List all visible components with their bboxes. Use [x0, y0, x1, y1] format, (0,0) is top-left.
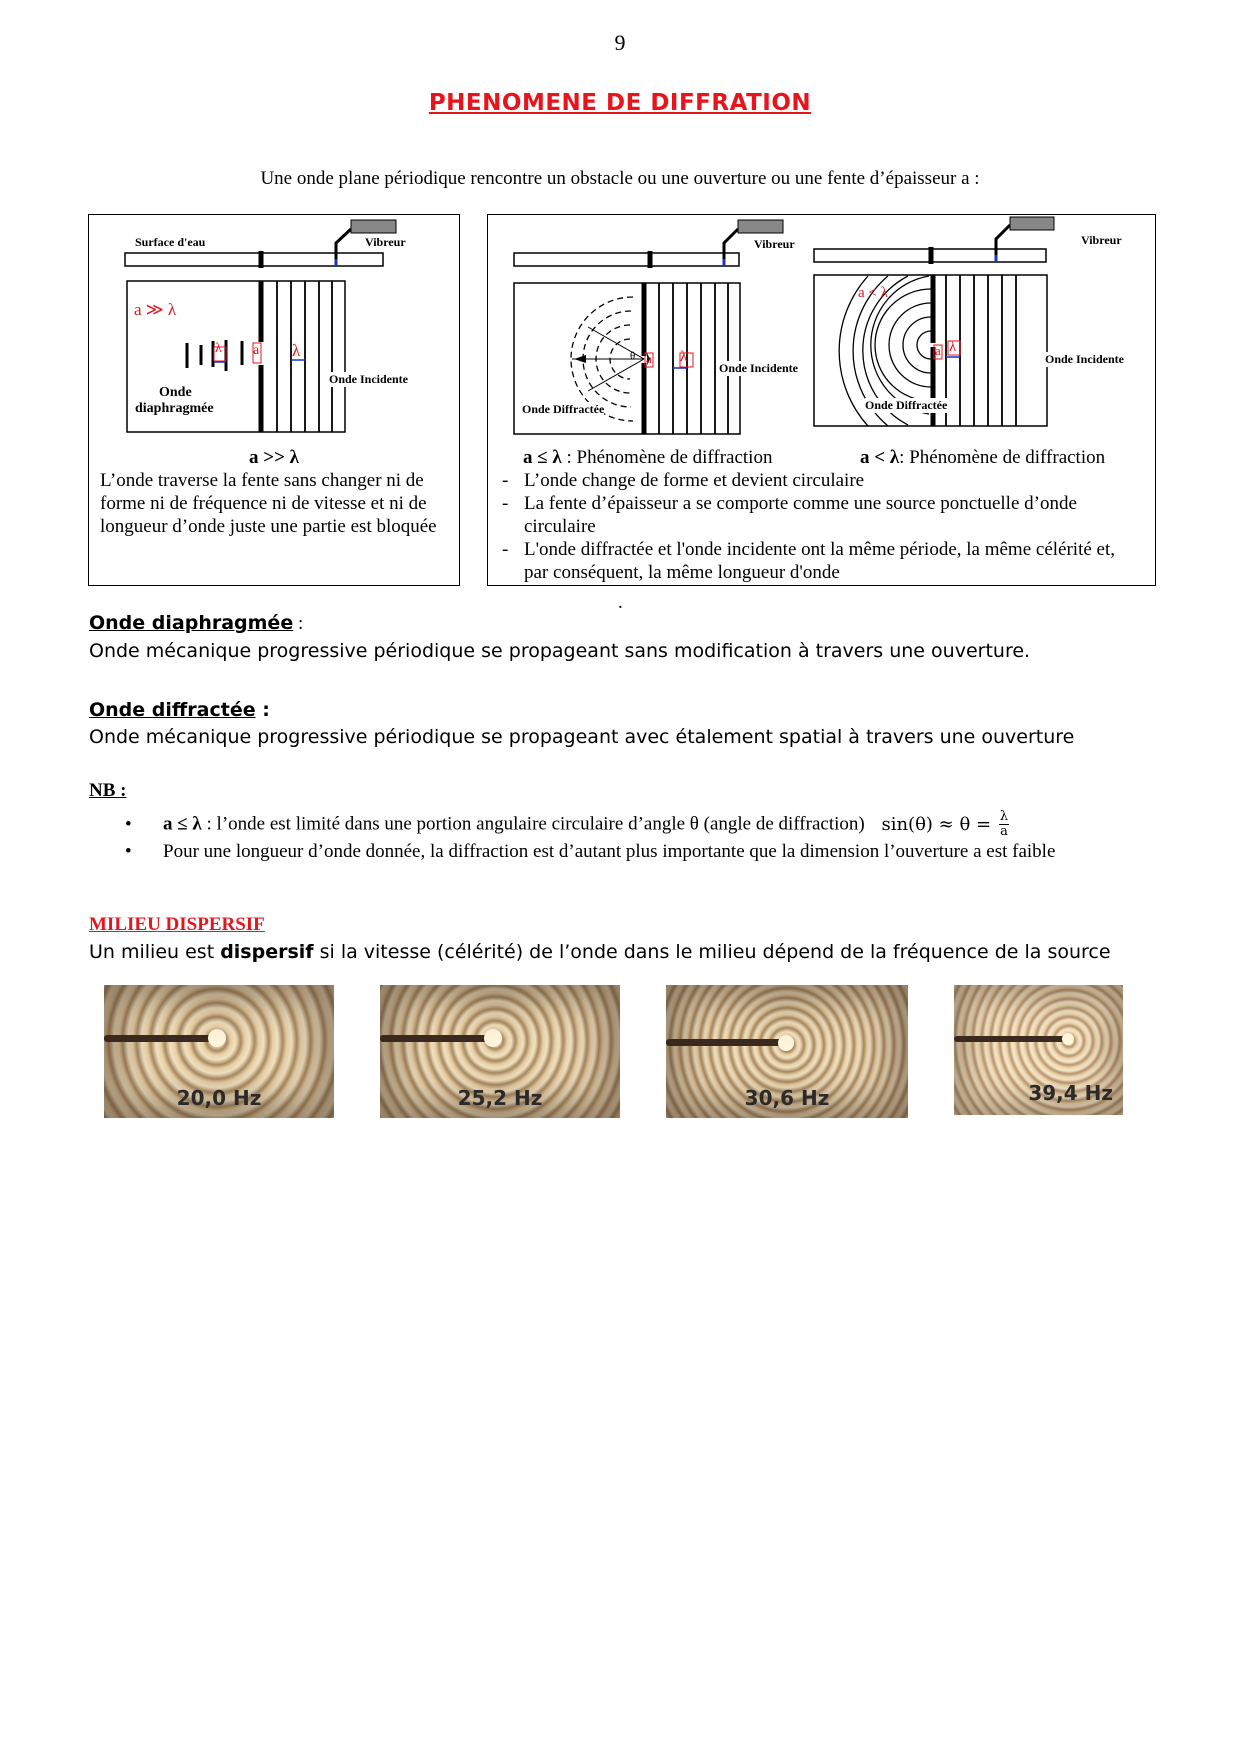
page-title: PHENOMENE DE DIFFRATION	[428, 90, 812, 116]
nb-bullet-2	[125, 841, 1055, 863]
caption-le-bold: a ≤ λ	[523, 447, 562, 468]
diffraction-diagram-lt	[788, 215, 1148, 440]
ripple-photo-2	[380, 985, 620, 1118]
list-item: - L’onde change de forme et devient circulaire	[494, 469, 1142, 492]
definition-diffractee	[89, 699, 1169, 748]
caption-le-rest: : Phénomène de diffraction	[561, 447, 773, 468]
a-label: a	[253, 343, 260, 358]
caption-lt-rest: : Phénomène de diffraction	[899, 447, 1106, 468]
nb-bullet-2-text: Pour une longueur d’onde donnée, la diffraction est d’autant plus importante que la dimension l’ouverture a est faible	[163, 841, 1056, 862]
lambda-label-4: λ	[949, 339, 957, 355]
diaphragm-label-1: Onde	[159, 385, 192, 400]
theta-label: θ	[630, 350, 636, 362]
caption-le	[523, 446, 772, 469]
dispersif-text	[89, 941, 1111, 963]
definition-colon: :	[255, 699, 270, 721]
a-label-3: a	[935, 343, 941, 358]
formula-main: sin(θ) ≈ θ =	[881, 813, 992, 835]
vibreur-label: Vibreur	[365, 235, 406, 249]
lambda-label-3: λ	[680, 349, 688, 365]
intro-text: Une onde plane périodique rencontre un obstacle ou une ouverture ou une fente d’épaisseur a :	[260, 168, 980, 189]
definition-title: Onde diaphragmée	[89, 612, 294, 634]
vibreur-label-2: Vibreur	[754, 237, 795, 251]
formula-denominator: a	[1000, 824, 1008, 839]
formula-numerator: λ	[999, 809, 1009, 824]
surface-label: Surface d'eau	[135, 235, 206, 249]
right-diagram-box	[487, 214, 1156, 586]
list-item: - La fente d’épaisseur a se comporte comme une source ponctuelle d’onde circulaire	[494, 492, 1142, 538]
ratio-label-2: a < λ	[858, 285, 888, 301]
bullet-icon: •	[125, 841, 132, 862]
vibreur-label-3: Vibreur	[1081, 233, 1122, 247]
diffraction-properties-list	[494, 469, 1142, 584]
ripple-photo-3	[666, 985, 908, 1118]
stray-dot: .	[618, 592, 623, 613]
nb-bullet-1-text: : l’onde est limité dans une portion angulaire circulaire d’angle θ (angle de diffraction)	[201, 813, 865, 835]
ripple-photo-1	[104, 985, 334, 1118]
definition-text: Onde mécanique progressive périodique se propageant avec étalement spatial à travers une ouverture	[89, 726, 1075, 748]
incident-label: Onde Incidente	[329, 372, 409, 386]
a-label-2: a	[646, 351, 652, 366]
diaphragm-label-2: diaphragmée	[135, 401, 214, 416]
formula	[881, 809, 1009, 839]
nb-bullet-1	[125, 810, 1009, 839]
frequency-label: 25,2 Hz	[457, 1086, 543, 1110]
incident-label-3: Onde Incidente	[1045, 352, 1125, 366]
frequency-label: 20,0 Hz	[176, 1086, 262, 1110]
caption-lt-bold: a < λ	[860, 447, 900, 468]
lambda-label-1: λ	[215, 341, 222, 356]
ripple-photo-4	[954, 985, 1123, 1115]
page-number: 9	[614, 30, 626, 55]
incident-label-2: Onde Incidente	[719, 361, 799, 375]
definition-diaphragmee	[89, 612, 1169, 662]
ratio-label: a ≫ λ	[134, 300, 177, 319]
dispersif-text-2: si la vitesse (célérité) de l’onde dans le milieu dépend de la fréquence de la source	[313, 941, 1111, 963]
left-caption: a >> λ	[249, 447, 299, 468]
frequency-label: 30,6 Hz	[744, 1086, 830, 1110]
formula-fraction	[999, 810, 1009, 839]
left-diagram-box	[88, 214, 460, 586]
list-item: - L'onde diffractée et l'onde incidente ont la même période, la même célérité et, par conséquent, la même longueur d'onde	[494, 538, 1142, 584]
caption-lt	[860, 446, 1105, 469]
diffracted-label-2: Onde Diffractée	[522, 402, 605, 416]
lambda-label-2: λ	[292, 341, 301, 360]
nb-bullet-1-bold: a ≤ λ	[163, 813, 202, 835]
definition-title: Onde diffractée	[89, 699, 256, 721]
dispersif-title: MILIEU DISPERSIF	[89, 914, 265, 935]
definition-colon: :	[293, 613, 304, 634]
frequency-label: 39,4 Hz	[1028, 1081, 1113, 1105]
nb-title: NB :	[89, 780, 127, 801]
definition-text: Onde mécanique progressive périodique se propageant sans modification à travers une ouverture.	[89, 640, 1031, 662]
diffracted-label-3: Onde Diffractée	[865, 398, 948, 412]
bullet-icon: •	[125, 813, 132, 835]
dispersif-text-1: Un milieu est	[89, 941, 221, 963]
dispersif-text-bold: dispersif	[220, 941, 314, 963]
left-text: L’onde traverse la fente sans changer ni de forme ni de fréquence ni de vitesse et ni de longueur d’onde juste une partie est bloquée	[100, 470, 437, 537]
